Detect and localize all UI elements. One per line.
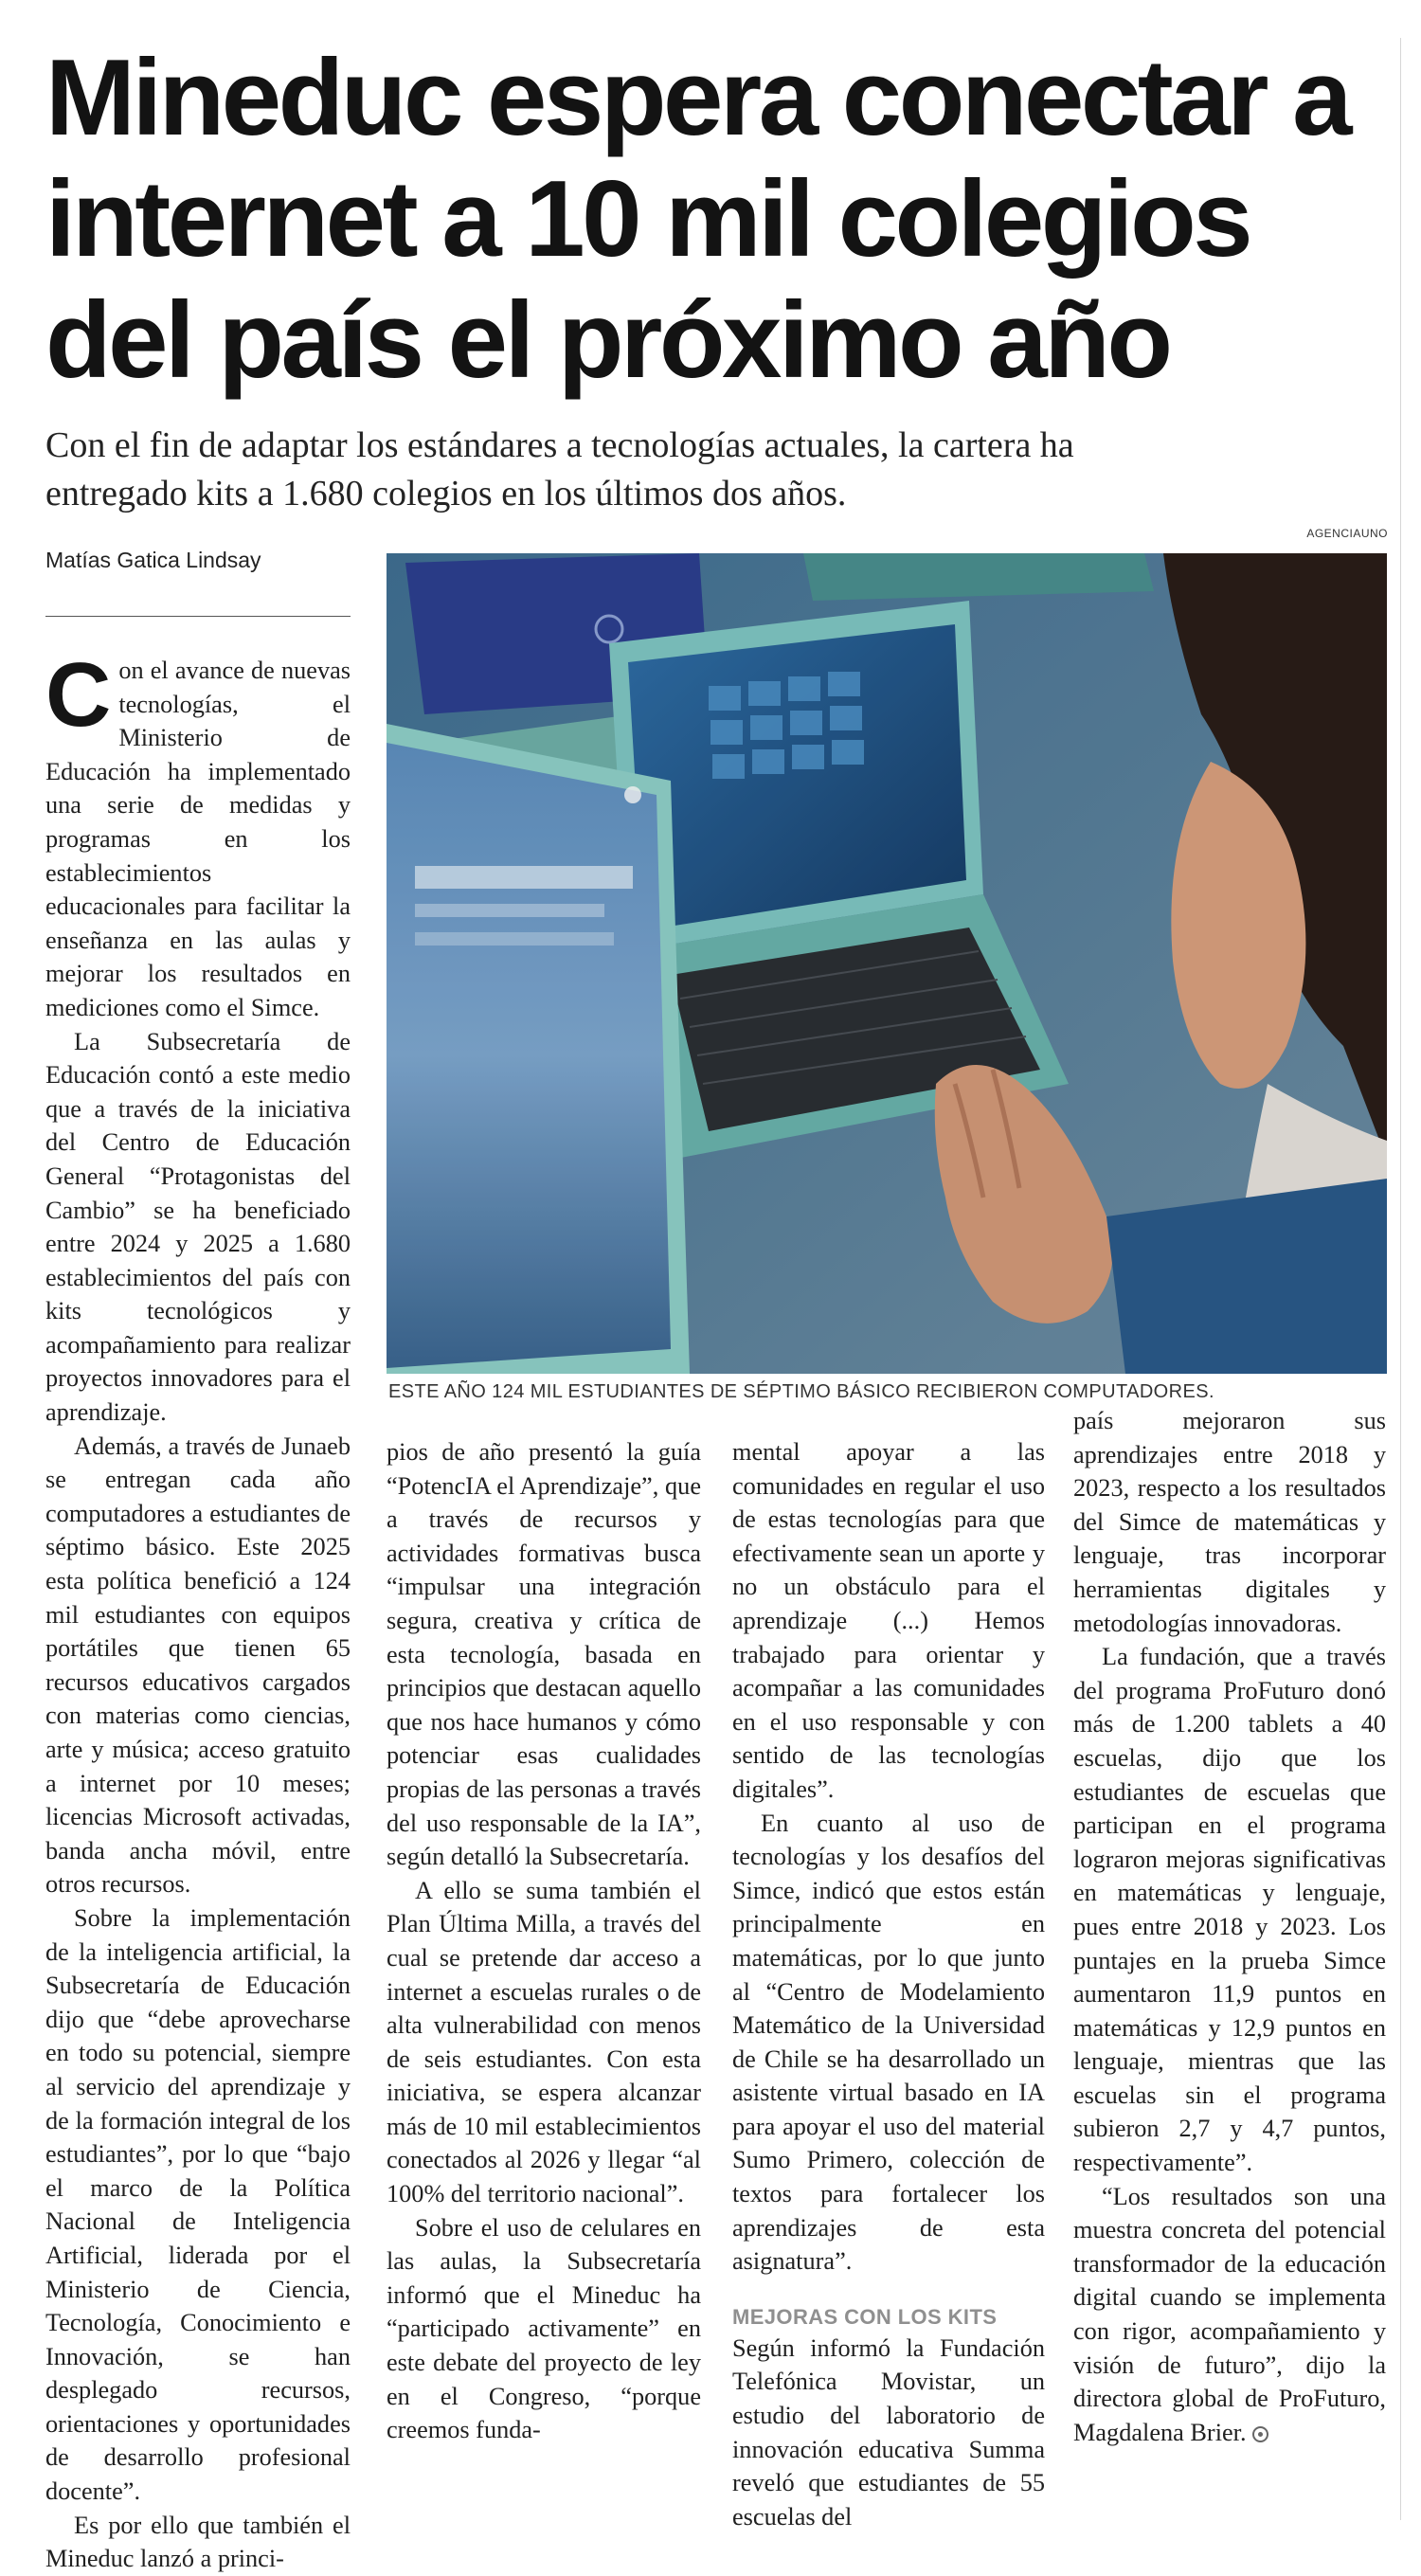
paragraph: Sobre la implementación de la inteligencia artificial, la Subsecretaría de Educación dijo que “debe aprovecharse en todo su potencial, siempre al servicio del aprendizaje y de la formación integral de los estudiantes”, por lo que “bajo el marco de la Política Nacional de Inteligencia Artificial, liderada por el Ministerio de Ciencia, Tecnología, Conocimiento e Innovación, se han desplegado recursos, orientaciones y oportunidades de desarrollo profesional docente”.	[45, 1903, 351, 2506]
paragraph: A ello se suma también el Plan Última Milla, a través del cual se pretende dar acceso a internet a escuelas rurales o de alta vulnerabilidad con menos de seis estudiantes. Con esta iniciativa, se espera alcanzar más de 10 mil establecimientos conectados al 2026 y llegar “al 100% del territorio nacional”.	[387, 1876, 701, 2208]
photo-illustration	[387, 553, 1387, 1374]
end-mark-icon	[1252, 2426, 1268, 2442]
headline	[45, 38, 1391, 402]
paragraph: La fundación, que a través del programa ProFuturo donó más de 1.200 tablets a 40 escuelas, dijo que los estudiantes de escuelas que participan en el programa lograron mejoras significativas en matemáticas y lenguaje, pues entre 2018 y 2023. Los puntajes en la prueba Simce aumentaron 11,9 puntos en matemáticas y 12,9 puntos en lenguaje, mientras que las escuelas sin el programa subieron 2,7 y 4,7 puntos, respectivamente”.	[1073, 1643, 1386, 2177]
paragraph-closing-text: “Los resultados son una muestra concreta del potencial transformador de la educación digital cuando se implementa con rigor, acompañamiento y visión de futuro”, dijo la directora global de ProFuturo, Magdalena Brier.	[1073, 2182, 1386, 2446]
headline-line-3: del país el próximo año	[45, 280, 1170, 401]
paragraph: La Subsecretaría de Educación contó a este medio que a través de la iniciativa del Centro de Educación General “Protagonistas del Cambio” se ha beneficiado entre 2024 y 2025 a 1.680 establecimientos del país con kits tecnológicos y acompañamiento para realizar proyectos innovadores para el aprendizaje.	[45, 1027, 351, 1427]
column-4	[1073, 1404, 1386, 2449]
headline-line-2: internet a 10 mil colegios	[45, 159, 1250, 279]
paragraph: Es por ello que también el Mineduc lanzó a princi-	[45, 2511, 351, 2573]
paragraph-closing	[1073, 2180, 1386, 2450]
photo-caption: ESTE AÑO 124 MIL ESTUDIANTES DE SÉPTIMO BÁSICO RECIBIERON COMPUTADORES.	[388, 1381, 1214, 1402]
paragraph-lead	[45, 644, 351, 1025]
paragraph: Sobre el uso de celulares en las aulas, la Subsecretaría informó que el Mineduc ha “participado activamente” en este debate del proyecto de ley en el Congreso, “porque creemos funda-	[387, 2213, 701, 2444]
column-2	[387, 1435, 701, 2447]
paragraph: En cuanto al uso de tecnologías y los desafíos del Simce, indicó que estos están principalmente en matemáticas, por lo que junto al “Centro de Modelamiento Matemático de la Universidad de Chile se ha desarrollado un asistente virtual basado en IA para apoyar el uso del material Sumo Primero, colección de textos para fortalecer los aprendizajes de esta asignatura”.	[732, 1809, 1045, 2276]
column-1	[45, 644, 351, 2576]
deck-line-1: Con el fin de adaptar los estándares a tecnologías actuales, la cartera ha	[45, 425, 1074, 465]
headline-line-1: Mineduc espera conectar a	[45, 38, 1350, 158]
photo-credit: AGENCIAUNO	[1306, 527, 1388, 540]
article-photo	[387, 553, 1387, 1374]
paragraph: mental apoyar a las comunidades en regular el uso de estas tecnologías para que efectivamente sean un aporte y no un obstáculo para el aprendizaje (...) Hemos trabajado para orientar y acompañar a las comunidades en el uso responsable y con sentido de las tecnologías digitales”.	[732, 1438, 1045, 1803]
paragraph: país mejoraron sus aprendizajes entre 2018 y 2023, respecto a los resultados del Simce de matemáticas y lenguaje, tras incorporar herramientas digitales y metodologías innovadoras.	[1073, 1407, 1386, 1637]
byline-divider	[45, 616, 351, 617]
section-subhead: MEJORAS CON LOS KITS	[732, 2304, 998, 2329]
deck-line-2: entregado kits a 1.680 colegios en los últimos dos años.	[45, 474, 847, 513]
deck	[45, 422, 1391, 518]
page-edge-divider	[1400, 38, 1401, 2520]
paragraph-lead-text: on el avance de nuevas tecnologías, el Ministerio de Educación ha implementado una serie de medidas y programas en los establecimientos educacionales para facilitar la enseñanza en las aulas y mejorar los resultados en mediciones como el Simce.	[45, 657, 351, 1021]
paragraph: pios de año presentó la guía “PotencIA el Aprendizaje”, que a través de recursos y actividades formativas busca “impulsar una integración segura, creativa y crítica de esta tecnología, basada en principios que destacan aquello que nos hace humanos y cómo potenciar esas cualidades propias de las personas a través del uso responsable de la IA”, según detalló la Subsecretaría.	[387, 1438, 701, 1871]
paragraph: Además, a través de Junaeb se entregan cada año computadores a estudiantes de séptimo básico. Este 2025 esta política benefició a 124 mil estudiantes con equipos portátiles que tienen 65 recursos educativos cargados con materias como ciencias, arte y música; acceso gratuito a internet por 10 meses; licencias Microsoft activadas, banda ancha móvil, entre otros recursos.	[45, 1432, 351, 1899]
column-3	[732, 1435, 1045, 2533]
dropcap: C	[45, 644, 112, 746]
byline: Matías Gatica Lindsay	[45, 548, 261, 572]
paragraph: Según informó la Fundación Telefónica Movistar, un estudio del laboratorio de innovación educativa Summa reveló que estudiantes de 55 escuelas del	[732, 2333, 1045, 2531]
